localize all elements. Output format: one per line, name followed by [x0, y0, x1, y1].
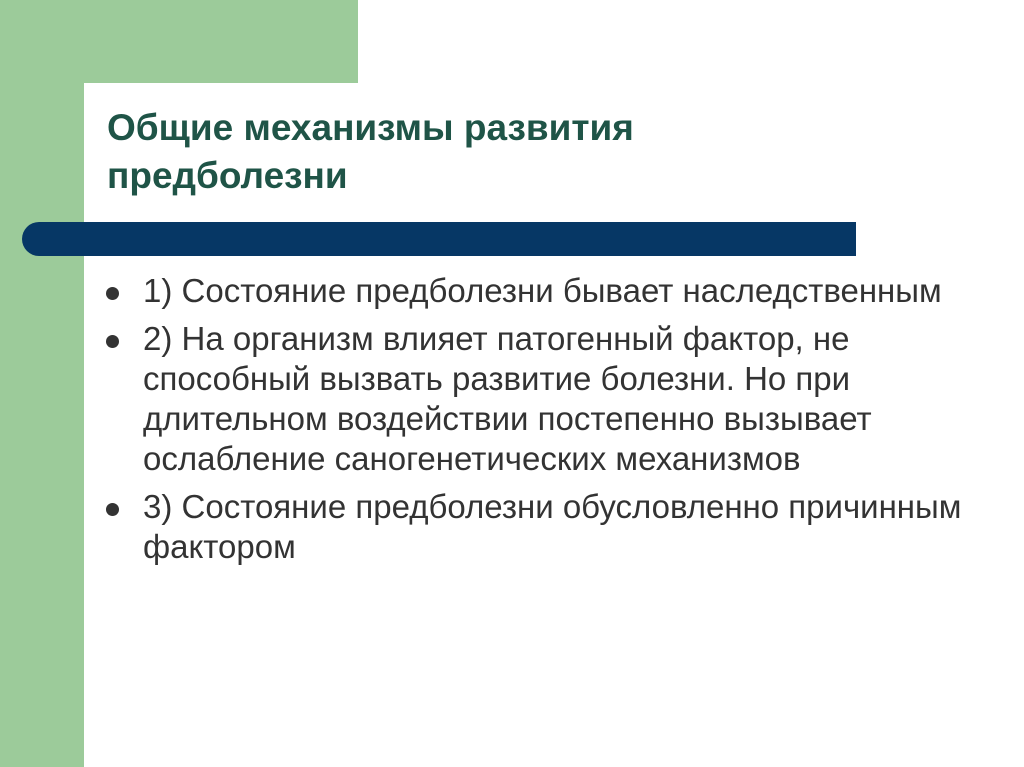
bullet-item-1 — [106, 271, 986, 311]
bullet-icon — [106, 287, 119, 300]
bullet-text: 3) Состояние предболезни обусловленно причинным фактором — [143, 488, 962, 565]
title-divider-bar — [22, 222, 856, 256]
bullet-icon — [106, 335, 119, 348]
bullet-icon — [106, 503, 119, 516]
green-side-band — [0, 0, 84, 767]
bullet-text: 2) На организм влияет патогенный фактор, не способный вызвать развитие болезни. Но при длительном воздействии постепенно вызывает ослабление саногенетических механизмов — [143, 320, 872, 477]
slide-title: Общие механизмы развития предболезни — [107, 107, 634, 196]
bullet-item-3 — [106, 487, 986, 567]
bullet-item-2 — [106, 319, 986, 479]
bullet-list — [106, 271, 986, 575]
bullet-text: 1) Состояние предболезни бывает наследственным — [143, 272, 942, 309]
green-top-band — [0, 0, 358, 83]
